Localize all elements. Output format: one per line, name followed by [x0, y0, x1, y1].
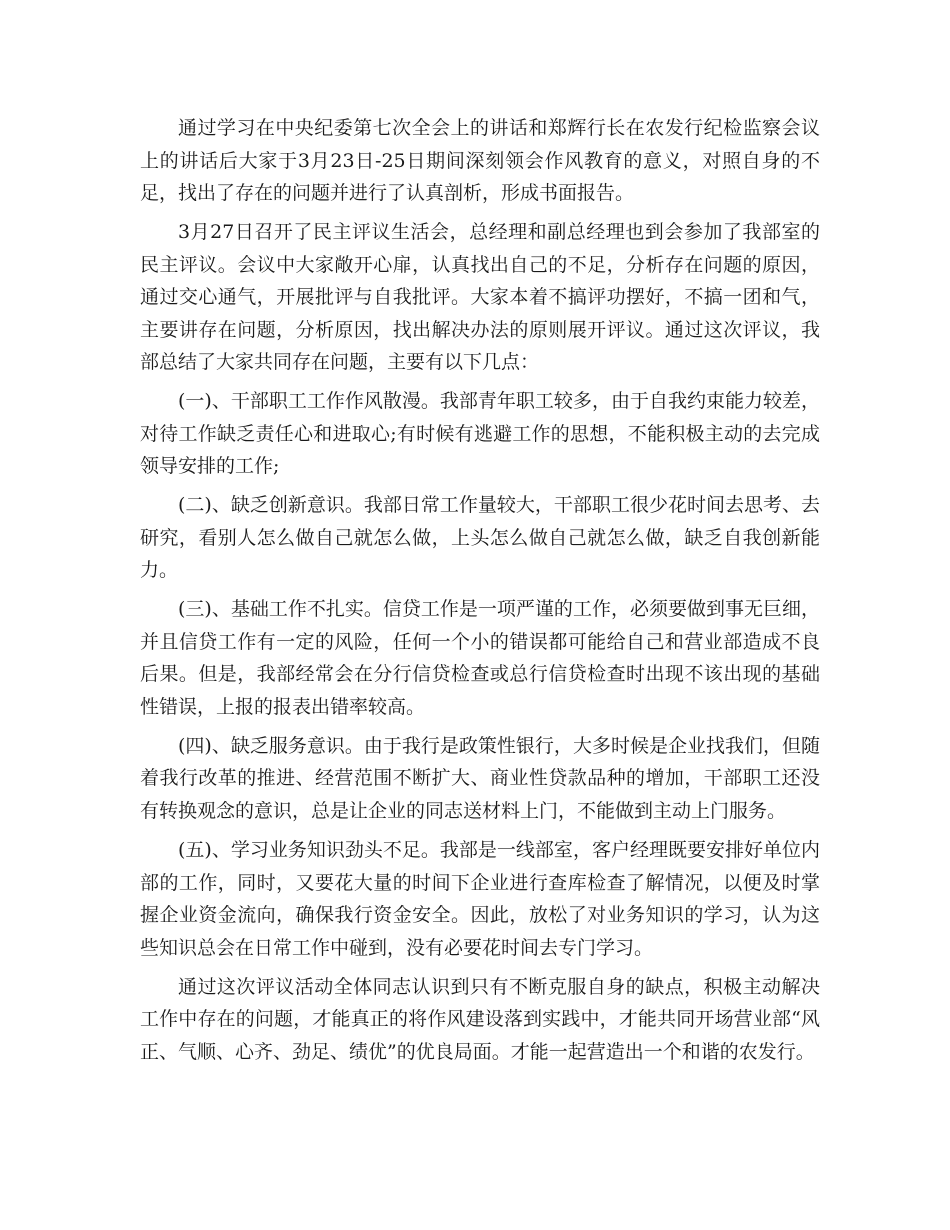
paragraph-point-4: (四)、缺乏服务意识。由于我行是政策性银行，大多时候是企业找我们，但随着我行改革的推进、经营范围不断扩大、商业性贷款品种的增加，干部职工还没有转换观念的意识，总是让企业的同志送材料上门，不能做到主动上门服务。	[140, 734, 820, 822]
paragraph-meeting: 3月27日召开了民主评议生活会，总经理和副总经理也到会参加了我部室的民主评议。会议中大家敞开心扉，认真找出自己的不足，分析存在问题的原因，通过交心通气，开展批评与自我批评。大家本着不搞评功摆好，不搞一团和气，主要讲存在问题，分析原因，找出解决办法的原则展开评议。通过这次评议，我部总结了大家共同存在问题，主要有以下几点：	[140, 221, 820, 374]
document-body	[140, 112, 820, 1075]
paragraph-point-1: (一)、干部职工工作作风散漫。我部青年职工较多，由于自我约束能力较差，对待工作缺乏责任心和进取心;有时候有逃避工作的思想，不能积极主动的去完成领导安排的工作;	[140, 390, 820, 478]
paragraph-point-3: (三)、基础工作不扎实。信贷工作是一项严谨的工作，必须要做到事无巨细，并且信贷工作有一定的风险，任何一个小的错误都可能给自己和营业部造成不良后果。但是，我部经常会在分行信贷检查或总行信贷检查时出现不该出现的基础性错误，上报的报表出错率较高。	[140, 598, 820, 718]
paragraph-intro: 通过学习在中央纪委第七次全会上的讲话和郑辉行长在农发行纪检监察会议上的讲话后大家于3月23日-25日期间深刻领会作风教育的意义，对照自身的不足，找出了存在的问题并进行了认真剖析，形成书面报告。	[140, 117, 820, 204]
paragraph-point-2: (二)、缺乏创新意识。我部日常工作量较大，干部职工很少花时间去思考、去研究，看别人怎么做自己就怎么做，上头怎么做自己就怎么做，缺乏自我创新能力。	[140, 494, 820, 582]
paragraph-conclusion: 通过这次评议活动全体同志认识到只有不断克服自身的缺点，积极主动解决工作中存在的问题，才能真正的将作风建设落到实践中，才能共同开场营业部“风正、气顺、心齐、劲足、绩优”的优良局面。才能一起营造出一个和谐的农发行。	[140, 975, 820, 1063]
paragraph-point-5: (五)、学习业务知识劲头不足。我部是一线部室，客户经理既要安排好单位内部的工作，同时，又要花大量的时间下企业进行查库检查了解情况，以便及时掌握企业资金流向，确保我行资金安全。因此，放松了对业务知识的学习，认为这些知识总会在日常工作中碰到，没有必要花时间去专门学习。	[140, 839, 820, 959]
